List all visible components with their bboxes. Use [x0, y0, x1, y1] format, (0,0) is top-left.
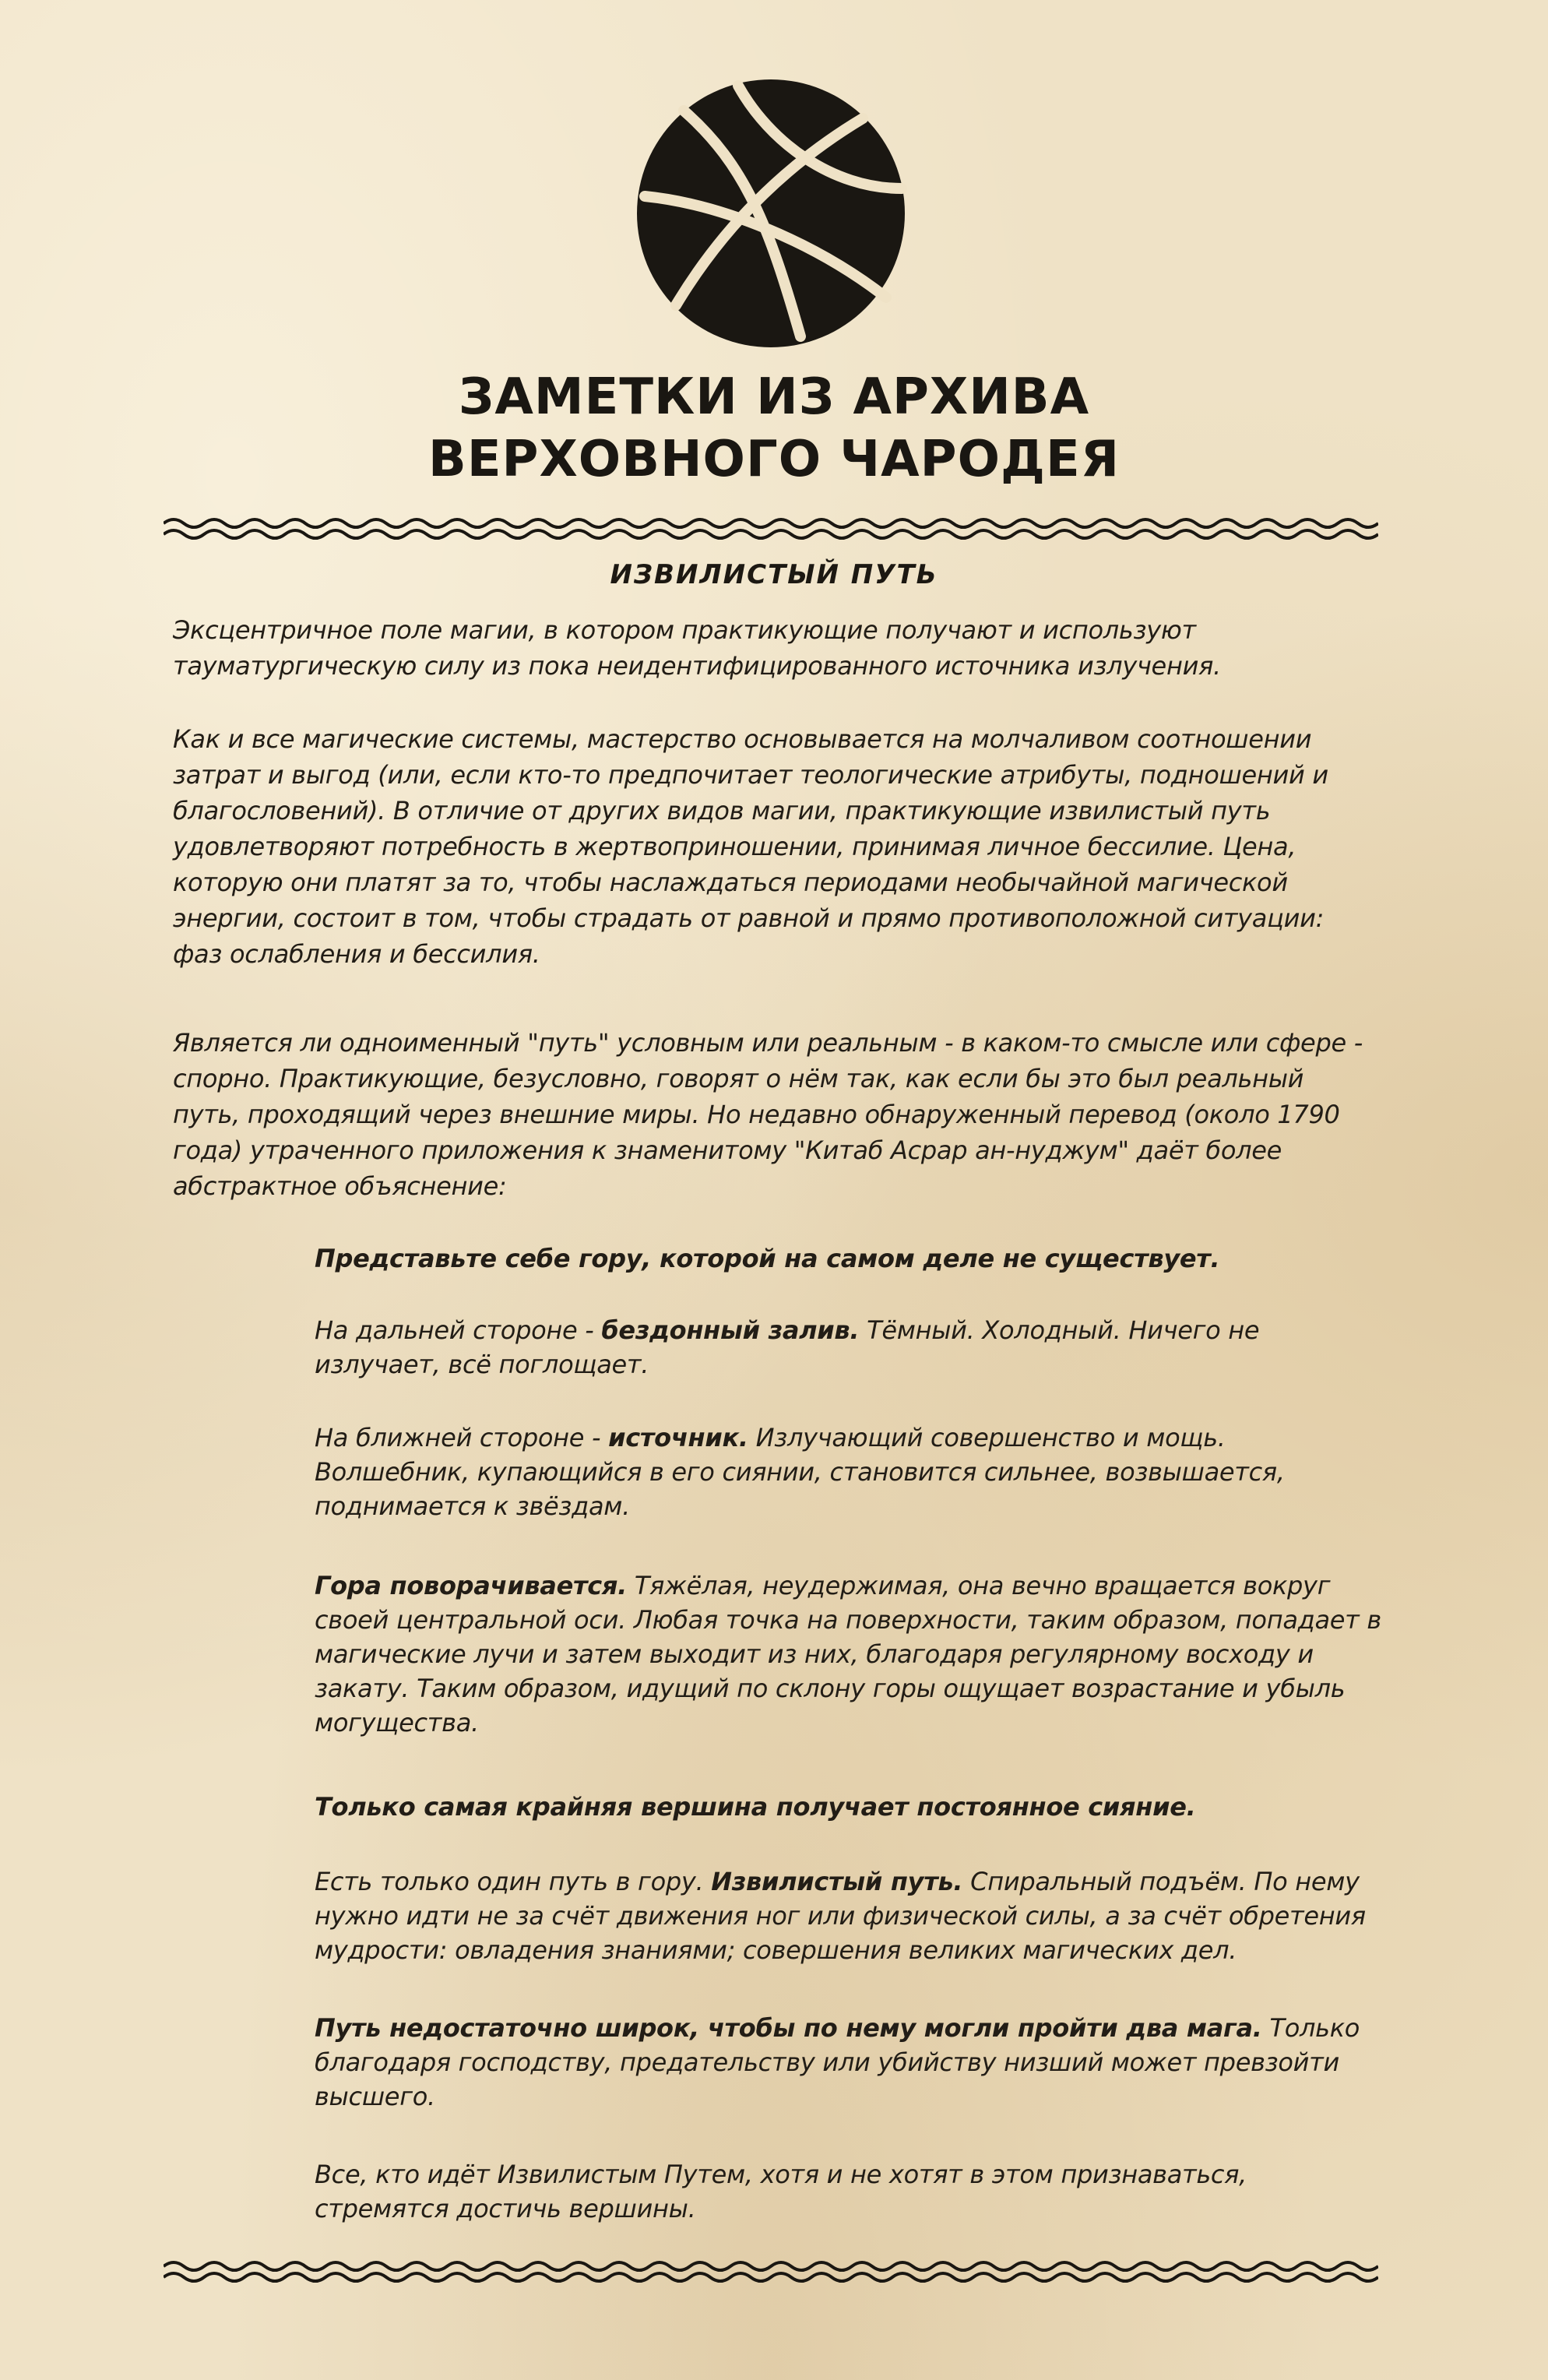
quote-rotation-bold: Гора поворачивается. — [315, 1571, 628, 1600]
quote-mountain-bold: Представьте себе гору, которой на самом деле не существует. — [315, 1244, 1220, 1273]
quote-summit-bold: Только самая крайняя вершина получает постоянное сияние. — [315, 1792, 1196, 1822]
quote-one-path — [315, 1864, 1381, 1967]
wavy-divider-top — [164, 512, 1378, 544]
quote-far-side-bold: бездонный залив. — [601, 1315, 860, 1345]
title-line-2: ВЕРХОВНОГО ЧАРОДЕЯ — [428, 431, 1120, 488]
quote-mountain — [315, 1241, 1381, 1276]
intro-paragraph: Эксцентричное поле магии, в котором практикующие получают и используют тауматургическую силу из пока неидентифицированного источника излучения. — [173, 615, 1221, 681]
quote-one-path-bold: Извилистый путь. — [711, 1867, 963, 1896]
quote-far-side — [315, 1313, 1381, 1382]
quote-near-side-pre: На ближней стороне - — [315, 1423, 609, 1452]
section-heading: ИЗВИЛИСТЫЙ ПУТЬ — [610, 559, 938, 590]
quote-far-side-post: Тёмный. Холодный. Ничего не излучает, всё поглощает. — [315, 1315, 1260, 1379]
quote-narrow-path-post: Только благодаря господству, предательству или убийству низший может превзойти высшего. — [315, 2013, 1360, 2111]
quote-near-side-bold: источник. — [608, 1423, 748, 1452]
wavy-divider-bottom — [164, 2255, 1378, 2287]
quote-closing: Все, кто идёт Извилистым Путем, хотя и не хотят в этом признаваться, стремятся достичь вершины. — [315, 2160, 1247, 2223]
quote-far-side-pre: На дальней стороне - — [315, 1315, 602, 1345]
quote-near-side — [315, 1421, 1381, 1523]
quote-rotation-post: Тяжёлая, неудержимая, она вечно вращается вокруг своей центральной оси. Любая точка на поверхности, таким образом, попадает в магические лучи и затем выходит из них, благодаря регулярному восходу и закату. Таким образом, идущий по склону горы ощущает возрастание и убыль могущества. — [315, 1571, 1381, 1737]
path-paragraph: Является ли одноименный "путь" условным или реальным - в каком-то смысле или сфере - спорно. Практикующие, безусловно, говорят о нём так, как если бы это был реальный путь, проходящий через внешние миры. Но недавно обнаруженный перевод (около 1790 года) утраченного приложения к знаменитому "Китаб Асрар ан-нуджум" даёт более абстрактное объяснение: — [173, 1028, 1363, 1201]
quote-rotation — [315, 1568, 1381, 1740]
quote-summit — [315, 1790, 1381, 1824]
quote-one-path-pre: Есть только один путь в гору. — [315, 1867, 712, 1896]
quote-narrow-path-bold: Путь недостаточно широк, чтобы по нему могли пройти два мага. — [315, 2013, 1262, 2043]
quote-one-path-post: Спиральный подъём. По нему нужно идти не за счёт движения ног или физической силы, а за счёт обретения мудрости: овладения знаниями; совершения великих магических дел. — [315, 1867, 1366, 1965]
quote-near-side-post: Излучающий совершенство и мощь. Волшебник, купающийся в его сиянии, становится сильнее, возвышается, поднимается к звёздам. — [315, 1423, 1285, 1521]
page-title — [307, 366, 1241, 491]
cost-paragraph: Как и все магические системы, мастерство основывается на молчаливом соотношении затрат и выгод (или, если кто-то предпочитает теологические атрибуты, подношений и благословений). В отличие от других видов магии, практикующие извилистый путь удовлетворяют потребность в жертвоприношении, принимая личное бессилие. Цена, которую они платят за то, чтобы наслаждаться периодами необычайной магической энергии, состоит в том, чтобы страдать от равной и прямо противоположной ситуации: фаз ослабления и бессилия. — [173, 724, 1328, 969]
seal-of-vishanti-icon — [629, 72, 913, 355]
title-line-1: ЗАМЕТКИ ИЗ АРХИВА — [458, 368, 1090, 426]
quote-narrow-path — [315, 2011, 1381, 2114]
